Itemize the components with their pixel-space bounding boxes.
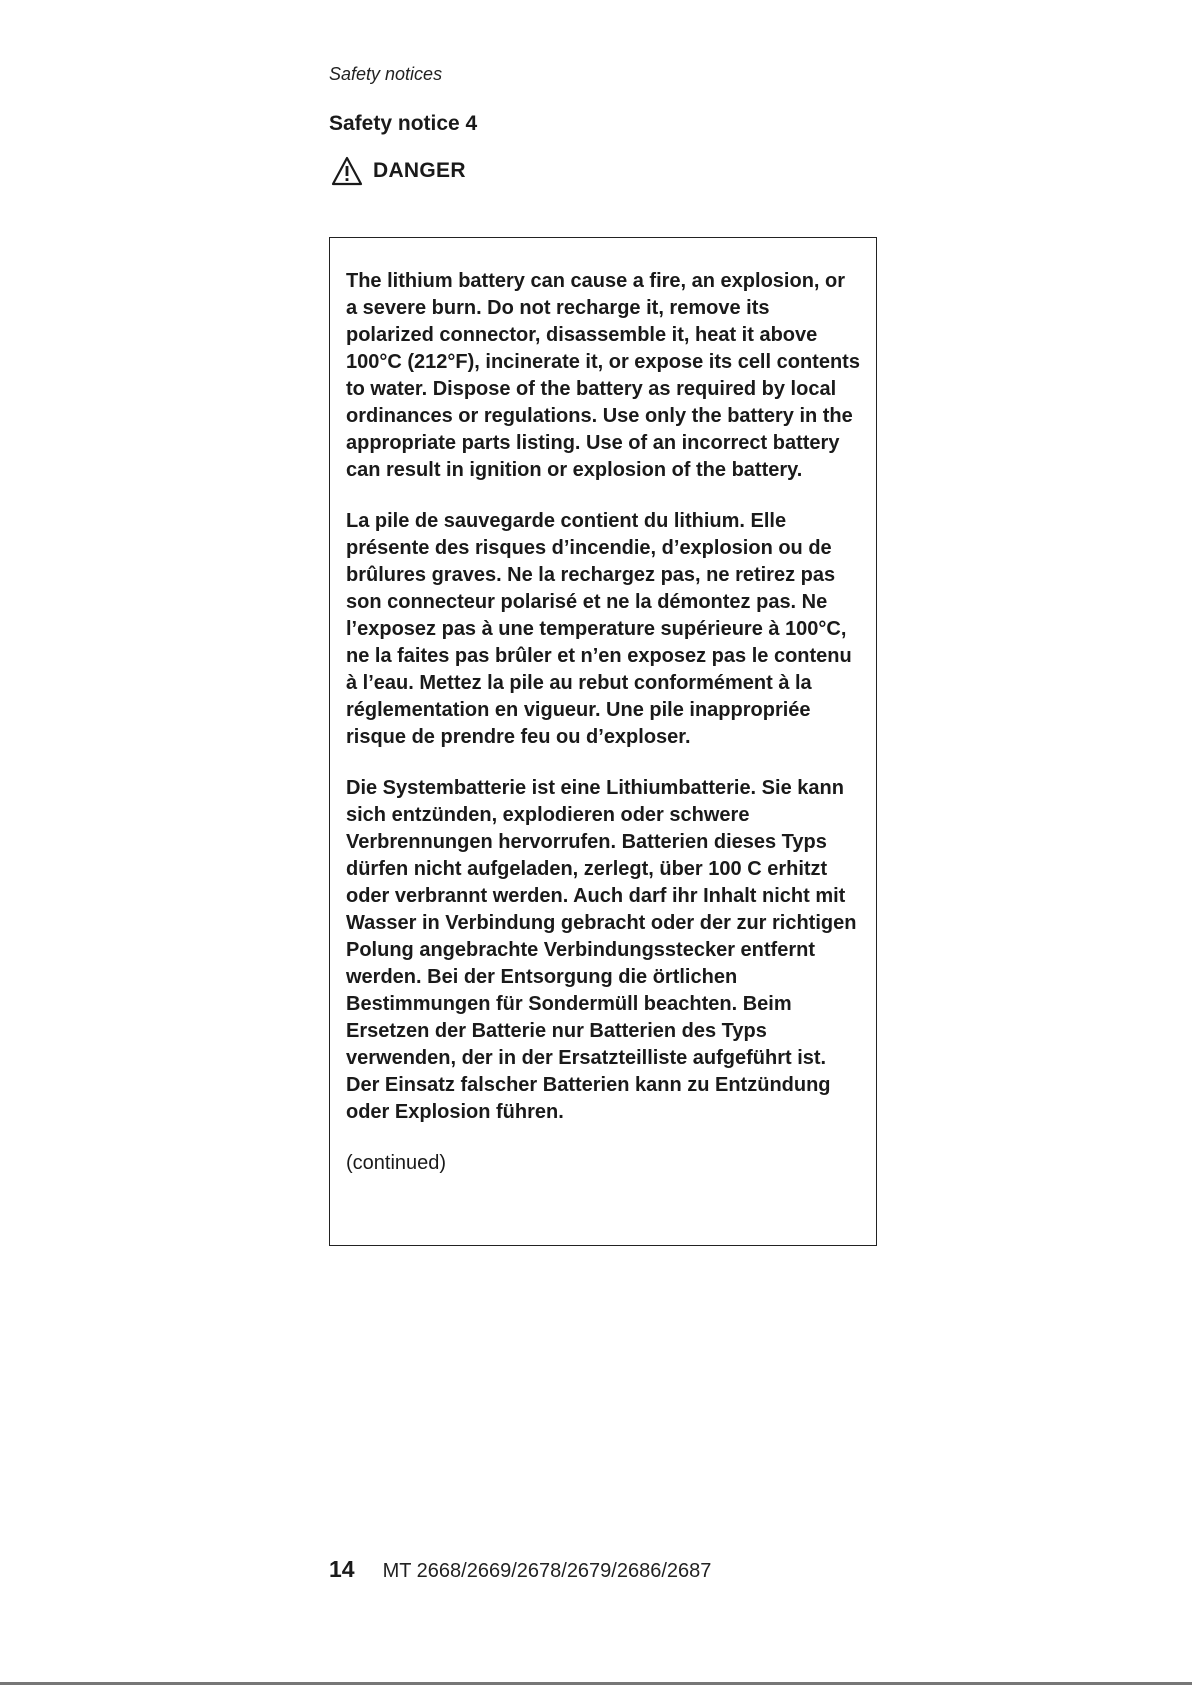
notice-text-english: The lithium battery can cause a fire, an explosion, or a severe burn. Do not recharge it, remove its polarized connector, disassemble it, heat it above 100°C (212°F), incinerate it, or expose its cell contents to water. Dispose of the battery as required by local ordinances or regulations. Use only the battery in the appropriate parts listing. Use of an incorrect battery can result in ignition or explosion of the battery. bbox=[346, 270, 860, 481]
running-header: Safety notices bbox=[329, 64, 443, 84]
page-footer bbox=[329, 1556, 711, 1583]
model-numbers: MT 2668/2669/2678/2679/2686/2687 bbox=[382, 1560, 712, 1582]
danger-notice-box bbox=[329, 237, 877, 1246]
notice-text-french: La pile de sauvegarde contient du lithium. Elle présente des risques d’incendie, d’explosion ou de brûlures graves. Ne la rechargez pas, ne retirez pas son connecteur polarisé et ne la démontez pas. Ne l’exposez pas à une temperature supérieure à 100°C, ne la faites pas brûler et n’en exposez pas le contenu à l’eau. Mettez la pile au rebut conformément à la réglementation en vigueur. Une pile inappropriée risque de prendre feu ou d’exploser. bbox=[346, 510, 852, 748]
continued-label: (continued) bbox=[346, 1152, 447, 1174]
danger-heading bbox=[331, 156, 466, 186]
warning-triangle-icon bbox=[331, 156, 363, 186]
notice-text-german: Die Systembatterie ist eine Lithiumbatterie. Sie kann sich entzünden, explodieren oder schwere Verbrennungen hervorrufen. Batterien dieses Typs dürfen nicht aufgeladen, zerlegt, über 100 C erhitzt oder verbrannt werden. Auch darf ihr Inhalt nicht mit Wasser in Verbindung gebracht oder der zur richtigen Polung angebrachte Verbindungsstecker entfernt werden. Bei der Entsorgung die örtlichen Bestimmungen für Sondermüll beachten. Beim Ersetzen der Batterie nur Batterien des Typs verwenden, der in der Ersatzteilliste aufgeführt ist. Der Einsatz falscher Batterien kann zu Entzündung oder Explosion führen. bbox=[346, 777, 857, 1123]
notice-title: Safety notice 4 bbox=[329, 112, 478, 135]
page-number: 14 bbox=[329, 1556, 355, 1582]
danger-label: DANGER bbox=[373, 159, 466, 182]
